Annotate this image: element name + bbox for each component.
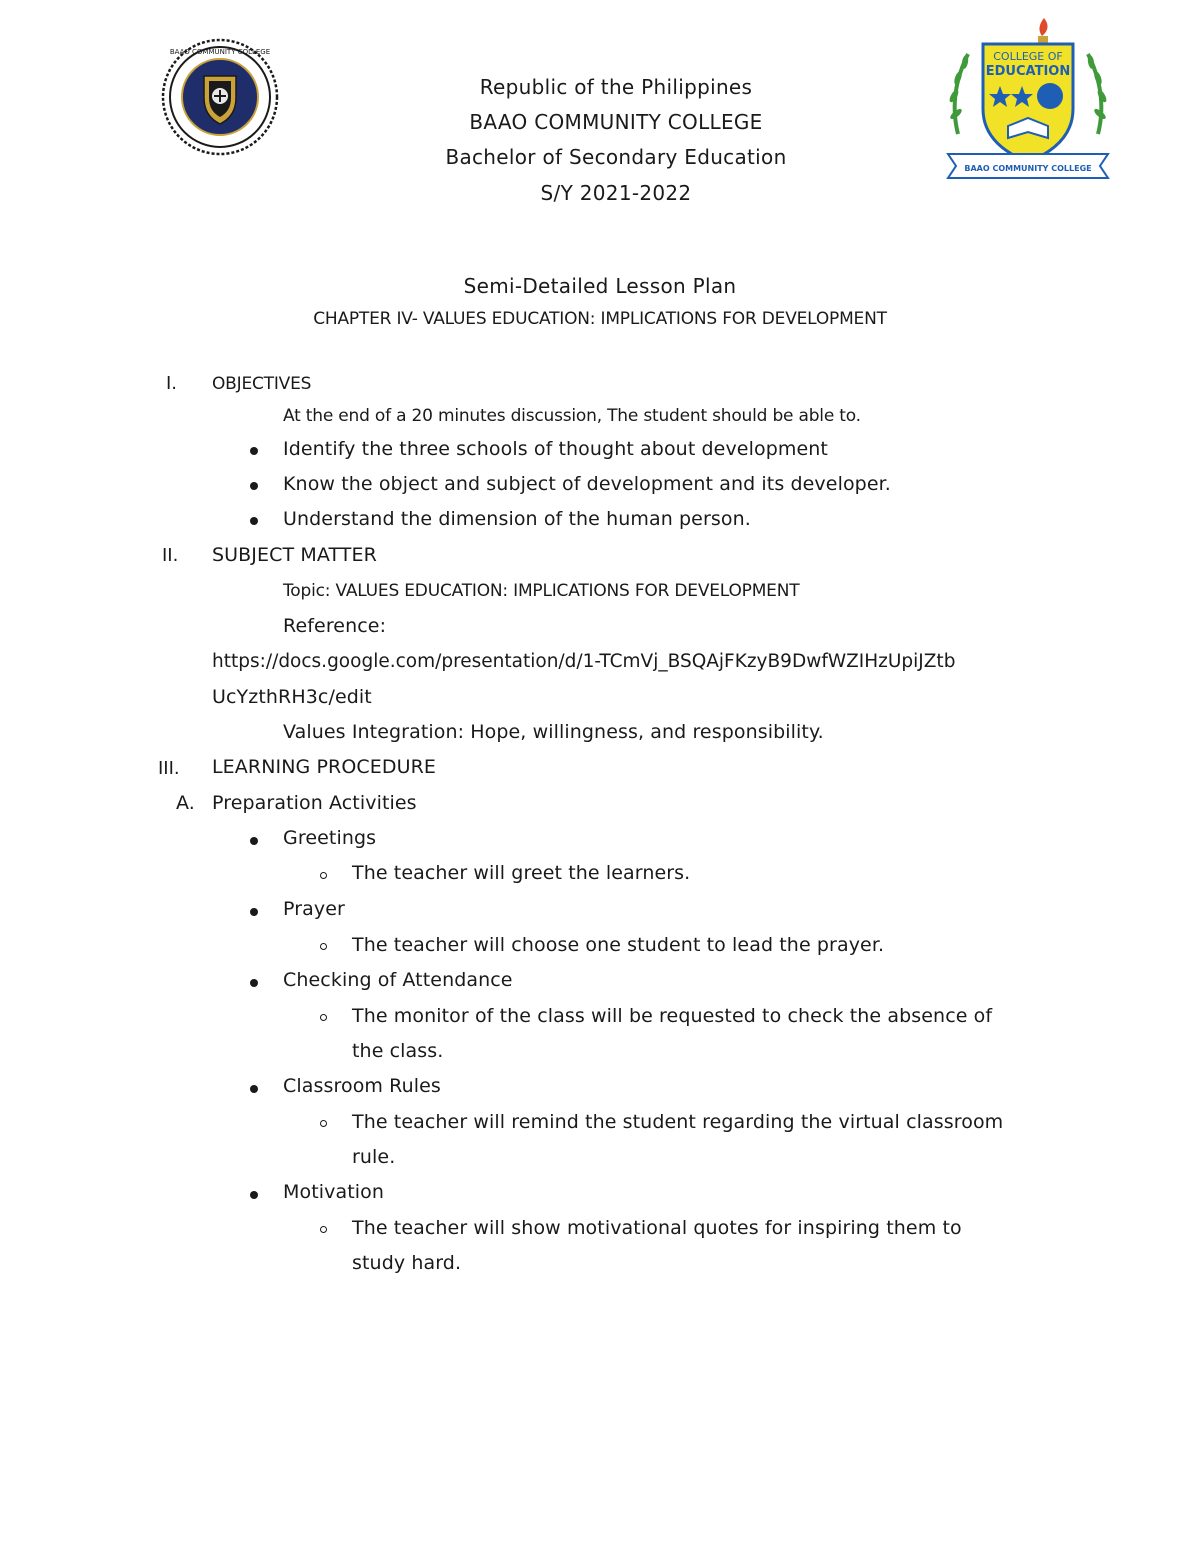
procedure-item-detail-continued: study hard. [352,1252,462,1274]
section-numeral-subject-matter: II. [162,545,179,566]
sub-bullet-icon [320,1226,327,1233]
header-college-name: BAAO COMMUNITY COLLEGE [469,110,763,134]
sub-letter-a: A. [176,792,195,814]
procedure-item-detail: The teacher will show motivational quotes for inspiring them to [352,1217,962,1239]
bullet-icon [250,482,258,490]
header-republic: Republic of the Philippines [479,75,753,99]
bullet-icon [250,1191,258,1199]
section-heading-procedure: LEARNING PROCEDURE [212,756,437,778]
sub-heading-preparation: Preparation Activities [212,792,417,814]
procedure-item-label: Motivation [283,1181,385,1203]
bullet-icon [250,837,258,845]
header-program: Bachelor of Secondary Education [445,145,787,169]
procedure-item-label: Prayer [283,898,345,920]
procedure-item-label: Classroom Rules [283,1075,441,1097]
values-integration: Values Integration: Hope, willingness, and responsibility. [283,721,824,743]
section-heading-objectives: OBJECTIVES [212,374,312,394]
section-numeral-procedure: III. [158,758,180,779]
reference-url-line1: https://docs.google.com/presentation/d/1-TCmVj_BSQAjFKzyB9DwfWZIHzUpiJZtb [212,651,956,672]
bullet-icon [250,908,258,916]
chapter-title: CHAPTER IV- VALUES EDUCATION: IMPLICATIONS FOR DEVELOPMENT [313,309,887,329]
sub-bullet-icon [320,1120,327,1127]
section-numeral-objectives: I. [166,373,178,394]
objective-item: Identify the three schools of thought about development [283,438,828,460]
bullet-icon [250,517,258,525]
bullet-icon [250,447,258,455]
procedure-item-detail-continued: the class. [352,1040,444,1062]
sub-bullet-icon [320,1014,327,1021]
procedure-item-detail: The teacher will remind the student regarding the virtual classroom [352,1111,1004,1133]
reference-label: Reference: [283,615,387,637]
objective-item: Know the object and subject of development and its developer. [283,473,891,495]
logo-banner-lettering: BAAO COMMUNITY COLLEGE [964,164,1092,173]
bullet-icon [250,979,258,987]
reference-url-line2: UcYzthRH3c/edit [212,686,372,708]
logo-lettering-college-of: COLLEGE OF [993,50,1063,63]
bullet-icon [250,1085,258,1093]
objective-item: Understand the dimension of the human person. [283,508,751,530]
logo-lettering-education: EDUCATION [985,64,1071,79]
header-school-year: S/Y 2021-2022 [540,181,692,205]
section-heading-subject-matter: SUBJECT MATTER [212,544,377,566]
procedure-item-label: Checking of Attendance [283,969,513,991]
seal-lettering: BAAO COMMUNITY COLLEGE [169,48,271,56]
procedure-item-detail-continued: rule. [352,1146,396,1168]
procedure-item-detail: The monitor of the class will be requested to check the absence of [352,1005,993,1027]
procedure-item-label: Greetings [283,827,377,849]
lesson-plan-title: Semi-Detailed Lesson Plan [463,274,737,298]
objectives-intro: At the end of a 20 minutes discussion, The student should be able to. [283,406,861,426]
sub-bullet-icon [320,872,327,879]
procedure-item-detail: The teacher will choose one student to lead the prayer. [352,934,885,956]
sub-bullet-icon [320,943,327,950]
subject-topic: Topic: VALUES EDUCATION: IMPLICATIONS FOR DEVELOPMENT [283,581,800,601]
procedure-item-detail: The teacher will greet the learners. [352,862,691,884]
